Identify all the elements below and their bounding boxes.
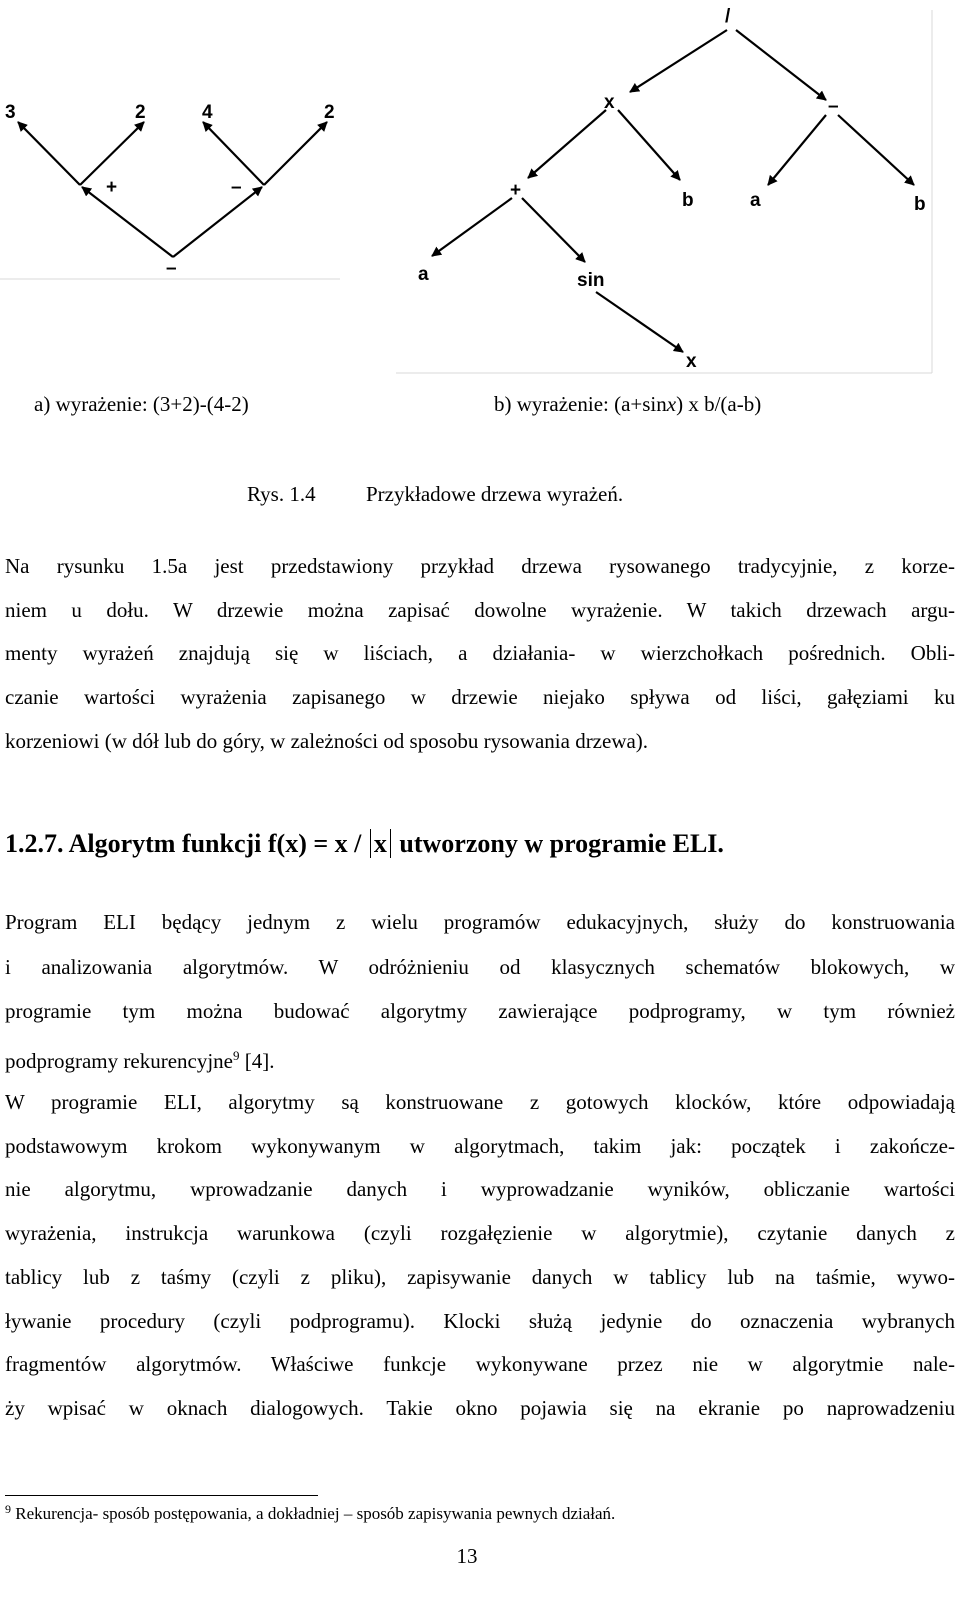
footnote-divider xyxy=(5,1495,318,1496)
tree-b-edge xyxy=(522,198,585,262)
tree-b-edge xyxy=(432,198,512,256)
tree-a-edge xyxy=(203,122,264,185)
text-line-main: podprogramy rekurencyjne xyxy=(5,1048,233,1073)
tree-b-root-divide: / xyxy=(725,6,731,27)
citation: [4]. xyxy=(239,1048,275,1073)
tree-b-edge xyxy=(768,115,826,185)
tree-b-leaf-a-bottom: a xyxy=(418,264,429,285)
text-line: niem u dołu. W drzewie można zapisać dowolne wyrażenie. W takich drzewach argu- xyxy=(5,597,955,622)
footnote-reference[interactable]: 9 xyxy=(233,1047,240,1063)
text-line: korzeniowi (w dół lub do góry, w zależności od sposobu rysowania drzewa). xyxy=(5,728,649,753)
text-line: ływanie procedury (czyli podprogramu). Klocki służą jedynie do oznaczenia wybranych xyxy=(5,1308,955,1333)
paragraph-eli-blocks xyxy=(5,1081,955,1431)
text-line: fragmentów algorytmów. Właściwe funkcje wykonywane przez nie w algorytmie nale- xyxy=(5,1352,955,1377)
tree-a-leaf-2: 2 xyxy=(135,102,146,123)
heading-suffix: utworzony w programie ELI. xyxy=(399,829,724,858)
tree-b xyxy=(418,6,926,372)
tree-a-leaf-4: 4 xyxy=(202,102,213,123)
tree-a-root-node: – xyxy=(166,258,177,279)
footnote xyxy=(5,1502,615,1524)
paragraph-trees xyxy=(5,545,955,764)
text-line: W programie ELI, algorytmy są konstruowane z gotowych klocków, które odpowiadają xyxy=(5,1090,955,1114)
text-line xyxy=(5,1034,955,1084)
text-line: programie tym można budować algorytmy zawierające podprogramy, w tym również xyxy=(5,999,955,1024)
tree-b-plus-node: + xyxy=(510,180,522,201)
text-line: tablicy lub z taśmy (czyli z pliku), zapisywanie danych w tablicy lub na taśmie, wywo- xyxy=(5,1264,955,1289)
figure-number: Rys. 1.4 xyxy=(247,482,316,506)
caption-b-variable: x xyxy=(666,392,677,416)
tree-b-leaf-b-right: b xyxy=(914,194,926,215)
tree-b-edge xyxy=(736,30,826,100)
tree-a xyxy=(5,102,335,279)
tree-a-edge xyxy=(82,187,173,257)
caption-a: a) wyrażenie: (3+2)-(4-2) xyxy=(34,392,249,416)
heading-absolute-value: x xyxy=(370,829,391,858)
tree-a-edge xyxy=(264,122,327,185)
tree-b-times-node: x xyxy=(604,92,615,113)
text-line: podstawowym krokom wykonywanym w algorytmach, takim jak: początek i zakończe- xyxy=(5,1133,955,1158)
text-line: ży wpisać w oknach dialogowych. Takie okno pojawia się na ekranie po naprowadzeniu xyxy=(5,1395,955,1420)
tree-a-leaf-2b: 2 xyxy=(324,102,335,123)
caption-b xyxy=(494,392,761,417)
tree-b-edge xyxy=(528,110,606,178)
section-heading xyxy=(5,829,724,859)
tree-b-leaf-a: a xyxy=(750,190,761,211)
tree-b-edge xyxy=(630,30,727,92)
tree-b-sin-node: sin xyxy=(577,270,605,291)
tree-b-leaf-x: x xyxy=(686,351,697,372)
paragraph-eli-intro xyxy=(5,900,955,1083)
tree-b-edge xyxy=(618,110,680,180)
text-line: nie algorytmu, wprowadzanie danych i wyprowadzanie wyników, obliczanie wartości xyxy=(5,1177,955,1202)
tree-b-edge xyxy=(596,292,683,352)
tree-b-edge xyxy=(838,115,914,185)
page-number: 13 xyxy=(456,1544,478,1568)
tree-a-edge xyxy=(18,122,80,185)
tree-a-edge xyxy=(80,122,144,185)
footnote-number: 9 xyxy=(5,1502,11,1516)
expression-trees-figure xyxy=(0,0,960,380)
tree-a-minus-node: – xyxy=(231,177,242,198)
text-line: Na rysunku 1.5a jest przedstawiony przykład drzewa rysowanego tradycyjnie, z korze- xyxy=(5,554,955,578)
footnote-text: Rekurencja- sposób postępowania, a dokładniej – sposób zapisywania pewnych działań. xyxy=(15,1504,616,1523)
text-line: Program ELI będący jednym z wielu programów edukacyjnych, służy do konstruowania xyxy=(5,910,955,934)
text-line: czanie wartości wyrażenia zapisanego w drzewie niejako spływa od liści, gałęziami ku xyxy=(5,685,955,710)
tree-a-edge xyxy=(173,187,262,257)
heading-prefix: 1.2.7. Algorytm funkcji f(x) = x / xyxy=(5,829,362,858)
tree-a-plus-node: + xyxy=(106,177,118,198)
figure-title: Przykładowe drzewa wyrażeń. xyxy=(366,482,624,506)
text-line: menty wyrażeń znajdują się w liściach, a działania- w wierzchołkach pośrednich. Obli- xyxy=(5,641,955,666)
caption-b-suffix: ) x b/(a-b) xyxy=(676,392,762,416)
caption-b-prefix: b) wyrażenie: (a+sin xyxy=(494,392,667,416)
text-line: wyrażenia, instrukcja warunkowa (czyli rozgałęzienie w algorytmie), czytanie danych z xyxy=(5,1221,955,1246)
tree-b-leaf-b: b xyxy=(682,190,694,211)
text-line: i analizowania algorytmów. W odróżnieniu od klasycznych schematów blokowych, w xyxy=(5,954,955,979)
tree-b-minus-node: – xyxy=(828,96,839,117)
tree-a-leaf-3: 3 xyxy=(5,102,16,123)
